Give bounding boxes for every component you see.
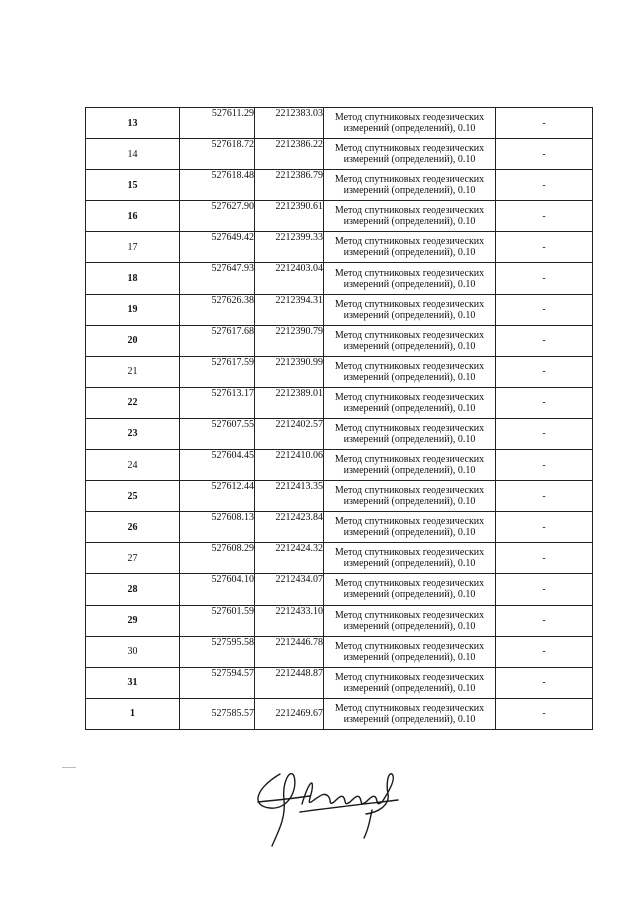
method-text-line: измерений (определений), 0.10 xyxy=(343,309,476,321)
description-cell: - xyxy=(496,512,593,543)
coordinate-y-cell: 2212433.10 xyxy=(255,605,324,636)
table-row xyxy=(86,139,593,170)
method-text-line: Метод спутниковых геодезических xyxy=(334,671,485,683)
method-text-line: Метод спутниковых геодезических xyxy=(334,609,485,621)
coordinate-x-cell: 527613.17 xyxy=(180,387,255,418)
method-text-line: Метод спутниковых геодезических xyxy=(334,454,485,466)
method-text-line: Метод спутниковых геодезических xyxy=(334,298,485,310)
method-cell xyxy=(324,605,496,636)
table-row xyxy=(86,698,593,729)
coordinate-x-cell: 527627.90 xyxy=(180,201,255,232)
method-text-line: измерений (определений), 0.10 xyxy=(343,123,476,135)
point-number-cell: 15 xyxy=(86,170,180,201)
method-text-line: измерений (определений), 0.10 xyxy=(343,185,476,197)
table-row xyxy=(86,294,593,325)
method-text-line: измерений (определений), 0.10 xyxy=(343,496,476,508)
method-text-line: измерений (определений), 0.10 xyxy=(343,340,476,352)
table-row xyxy=(86,605,593,636)
method-text-line: Метод спутниковых геодезических xyxy=(334,422,485,434)
point-number-cell: 13 xyxy=(86,108,180,139)
coordinate-x-cell: 527595.58 xyxy=(180,636,255,667)
table-row xyxy=(86,418,593,449)
method-cell xyxy=(324,356,496,387)
method-cell xyxy=(324,201,496,232)
coordinate-y-cell: 2212448.87 xyxy=(255,667,324,698)
method-text-line: измерений (определений), 0.10 xyxy=(343,620,476,632)
coordinate-y-cell: 2212390.79 xyxy=(255,325,324,356)
method-cell xyxy=(324,108,496,139)
point-number-cell: 19 xyxy=(86,294,180,325)
method-cell xyxy=(324,574,496,605)
method-text-line: Метод спутниковых геодезических xyxy=(334,578,485,590)
description-cell: - xyxy=(496,481,593,512)
method-cell xyxy=(324,698,496,729)
table-row xyxy=(86,450,593,481)
coordinates-table-body xyxy=(86,108,593,730)
coordinate-x-cell: 527649.42 xyxy=(180,232,255,263)
method-text-line: Метод спутниковых геодезических xyxy=(334,516,485,528)
coordinate-y-cell: 2212399.33 xyxy=(255,232,324,263)
coordinate-x-cell: 527617.68 xyxy=(180,325,255,356)
margin-mark xyxy=(62,767,76,768)
description-cell: - xyxy=(496,574,593,605)
coordinate-y-cell: 2212423.84 xyxy=(255,512,324,543)
coordinate-x-cell: 527608.13 xyxy=(180,512,255,543)
method-cell xyxy=(324,543,496,574)
description-cell: - xyxy=(496,698,593,729)
coordinate-x-cell: 527612.44 xyxy=(180,481,255,512)
point-number-cell: 28 xyxy=(86,574,180,605)
method-cell xyxy=(324,263,496,294)
coordinate-x-cell: 527585.57 xyxy=(180,698,255,729)
method-text-line: Метод спутниковых геодезических xyxy=(334,112,485,124)
coordinate-x-cell: 527607.55 xyxy=(180,418,255,449)
coordinate-y-cell: 2212390.99 xyxy=(255,356,324,387)
point-number-cell: 18 xyxy=(86,263,180,294)
coordinate-x-cell: 527604.10 xyxy=(180,574,255,605)
coordinate-x-cell: 527594.57 xyxy=(180,667,255,698)
table-row xyxy=(86,201,593,232)
coordinate-y-cell: 2212402.57 xyxy=(255,418,324,449)
coordinate-y-cell: 2212383.03 xyxy=(255,108,324,139)
table-row xyxy=(86,387,593,418)
coordinate-x-cell: 527608.29 xyxy=(180,543,255,574)
coordinate-y-cell: 2212386.22 xyxy=(255,139,324,170)
table-row xyxy=(86,232,593,263)
method-text-line: Метод спутниковых геодезических xyxy=(334,391,485,403)
coordinate-x-cell: 527601.59 xyxy=(180,605,255,636)
method-text-line: измерений (определений), 0.10 xyxy=(343,278,476,290)
method-text-line: измерений (определений), 0.10 xyxy=(343,651,476,663)
coordinate-x-cell: 527617.59 xyxy=(180,356,255,387)
table-row xyxy=(86,574,593,605)
description-cell: - xyxy=(496,543,593,574)
description-cell: - xyxy=(496,636,593,667)
description-cell: - xyxy=(496,605,593,636)
description-cell: - xyxy=(496,170,593,201)
table-row xyxy=(86,543,593,574)
coordinate-y-cell: 2212389.01 xyxy=(255,387,324,418)
method-cell xyxy=(324,139,496,170)
point-number-cell: 29 xyxy=(86,605,180,636)
method-text-line: Метод спутниковых геодезических xyxy=(334,640,485,652)
method-text-line: измерений (определений), 0.10 xyxy=(343,465,476,477)
point-number-cell: 27 xyxy=(86,543,180,574)
table-row xyxy=(86,356,593,387)
method-cell xyxy=(324,170,496,201)
method-text-line: измерений (определений), 0.10 xyxy=(343,154,476,166)
coordinate-x-cell: 527647.93 xyxy=(180,263,255,294)
description-cell: - xyxy=(496,356,593,387)
table-row xyxy=(86,170,593,201)
description-cell: - xyxy=(496,387,593,418)
method-cell xyxy=(324,418,496,449)
table-row xyxy=(86,263,593,294)
point-number-cell: 26 xyxy=(86,512,180,543)
coordinate-y-cell: 2212386.79 xyxy=(255,170,324,201)
coordinate-x-cell: 527604.45 xyxy=(180,450,255,481)
coordinate-y-cell: 2212390.61 xyxy=(255,201,324,232)
table-row xyxy=(86,512,593,543)
method-text-line: Метод спутниковых геодезических xyxy=(334,360,485,372)
method-text-line: измерений (определений), 0.10 xyxy=(343,402,476,414)
method-text-line: измерений (определений), 0.10 xyxy=(343,682,476,694)
method-text-line: Метод спутниковых геодезических xyxy=(334,174,485,186)
point-number-cell: 1 xyxy=(86,698,180,729)
coordinate-x-cell: 527618.72 xyxy=(180,139,255,170)
point-number-cell: 25 xyxy=(86,481,180,512)
method-cell xyxy=(324,481,496,512)
table-row xyxy=(86,481,593,512)
description-cell: - xyxy=(496,294,593,325)
method-text-line: измерений (определений), 0.10 xyxy=(343,371,476,383)
description-cell: - xyxy=(496,139,593,170)
method-text-line: Метод спутниковых геодезических xyxy=(334,267,485,279)
method-cell xyxy=(324,667,496,698)
description-cell: - xyxy=(496,418,593,449)
coordinate-y-cell: 2212446.78 xyxy=(255,636,324,667)
method-text-line: Метод спутниковых геодезических xyxy=(334,485,485,497)
method-cell xyxy=(324,512,496,543)
method-cell xyxy=(324,325,496,356)
point-number-cell: 17 xyxy=(86,232,180,263)
method-cell xyxy=(324,450,496,481)
table-row xyxy=(86,108,593,139)
method-text-line: Метод спутниковых геодезических xyxy=(334,702,485,714)
coordinate-x-cell: 527626.38 xyxy=(180,294,255,325)
description-cell: - xyxy=(496,667,593,698)
method-text-line: Метод спутниковых геодезических xyxy=(334,236,485,248)
coordinate-y-cell: 2212394.31 xyxy=(255,294,324,325)
description-cell: - xyxy=(496,201,593,232)
method-text-line: измерений (определений), 0.10 xyxy=(343,558,476,570)
table-row xyxy=(86,667,593,698)
method-text-line: Метод спутниковых геодезических xyxy=(334,547,485,559)
point-number-cell: 23 xyxy=(86,418,180,449)
method-cell xyxy=(324,294,496,325)
description-cell: - xyxy=(496,450,593,481)
description-cell: - xyxy=(496,108,593,139)
description-cell: - xyxy=(496,232,593,263)
point-number-cell: 14 xyxy=(86,139,180,170)
method-text-line: измерений (определений), 0.10 xyxy=(343,589,476,601)
coordinates-table xyxy=(85,107,593,730)
method-text-line: измерений (определений), 0.10 xyxy=(343,433,476,445)
method-cell xyxy=(324,387,496,418)
description-cell: - xyxy=(496,325,593,356)
point-number-cell: 30 xyxy=(86,636,180,667)
method-cell xyxy=(324,636,496,667)
point-number-cell: 24 xyxy=(86,450,180,481)
table-row xyxy=(86,636,593,667)
coordinate-y-cell: 2212413.35 xyxy=(255,481,324,512)
coordinate-x-cell: 527618.48 xyxy=(180,170,255,201)
point-number-cell: 22 xyxy=(86,387,180,418)
coordinate-y-cell: 2212403.04 xyxy=(255,263,324,294)
point-number-cell: 16 xyxy=(86,201,180,232)
coordinate-y-cell: 2212469.67 xyxy=(255,698,324,729)
point-number-cell: 20 xyxy=(86,325,180,356)
method-text-line: измерений (определений), 0.10 xyxy=(343,527,476,539)
coordinate-y-cell: 2212410.06 xyxy=(255,450,324,481)
method-text-line: Метод спутниковых геодезических xyxy=(334,205,485,217)
point-number-cell: 21 xyxy=(86,356,180,387)
method-text-line: измерений (определений), 0.10 xyxy=(343,216,476,228)
description-cell: - xyxy=(496,263,593,294)
handwritten-signature-icon xyxy=(248,760,418,855)
method-text-line: Метод спутниковых геодезических xyxy=(334,329,485,341)
coordinate-x-cell: 527611.29 xyxy=(180,108,255,139)
method-text-line: измерений (определений), 0.10 xyxy=(343,713,476,725)
table-row xyxy=(86,325,593,356)
coordinate-y-cell: 2212424.32 xyxy=(255,543,324,574)
coordinate-y-cell: 2212434.07 xyxy=(255,574,324,605)
method-cell xyxy=(324,232,496,263)
method-text-line: измерений (определений), 0.10 xyxy=(343,247,476,259)
method-text-line: Метод спутниковых геодезических xyxy=(334,143,485,155)
point-number-cell: 31 xyxy=(86,667,180,698)
